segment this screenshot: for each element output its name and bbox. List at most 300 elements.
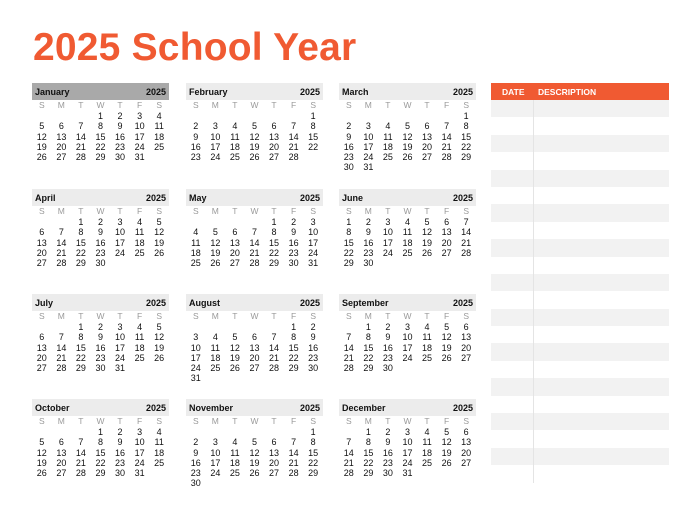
day-cell[interactable]: 21 [461,237,472,248]
note-date-cell[interactable] [491,413,534,430]
day-cell[interactable]: 30 [288,258,299,269]
day-cell[interactable]: 8 [346,227,352,238]
day-cell[interactable]: 20 [56,457,67,468]
day-cell[interactable]: 5 [39,437,45,448]
note-row[interactable] [491,170,669,187]
day-cell[interactable]: 26 [441,352,452,363]
day-cell[interactable]: 17 [402,447,413,458]
day-cell[interactable]: 21 [249,247,260,258]
day-cell[interactable]: 27 [36,363,47,374]
day-cell[interactable]: 18 [210,352,221,363]
day-cell[interactable]: 17 [402,342,413,353]
month-header[interactable] [32,294,169,311]
day-cell[interactable]: 21 [288,457,299,468]
day-cell[interactable]: 29 [363,468,374,479]
day-cell[interactable]: 5 [156,217,162,227]
day-cell[interactable]: 29 [95,152,106,163]
day-cell[interactable]: 6 [251,332,257,343]
day-cell[interactable]: 30 [382,468,393,479]
day-cell[interactable]: 30 [190,478,201,489]
day-cell[interactable]: 10 [308,227,319,238]
day-cell[interactable]: 4 [156,427,162,437]
day-cell[interactable]: 20 [56,141,67,152]
day-cell[interactable]: 29 [269,258,280,269]
note-description-cell[interactable] [534,448,669,465]
day-cell[interactable]: 13 [422,131,433,142]
day-cell[interactable]: 17 [190,352,201,363]
day-cell[interactable]: 11 [230,447,240,458]
day-cell[interactable]: 2 [117,427,123,437]
day-cell[interactable]: 18 [134,237,145,248]
day-cell[interactable]: 6 [58,437,64,448]
day-cell[interactable]: 12 [441,437,452,448]
day-cell[interactable]: 9 [385,437,391,448]
day-cell[interactable]: 27 [36,258,47,269]
day-cell[interactable]: 20 [229,247,240,258]
note-description-cell[interactable] [534,152,669,169]
day-cell[interactable]: 21 [56,247,67,258]
day-cell[interactable]: 1 [291,322,297,332]
day-cell[interactable]: 11 [154,437,164,448]
day-cell[interactable]: 15 [288,342,299,353]
day-cell[interactable]: 24 [402,352,413,363]
day-cell[interactable]: 15 [363,447,374,458]
note-row[interactable] [491,326,669,343]
day-cell[interactable]: 9 [310,332,316,343]
day-cell[interactable]: 3 [137,427,143,437]
day-cell[interactable]: 1 [78,217,84,227]
note-row[interactable] [491,100,669,117]
day-cell[interactable]: 25 [134,352,145,363]
month-header[interactable] [32,189,169,206]
day-cell[interactable]: 3 [193,332,199,343]
day-cell[interactable]: 23 [95,352,106,363]
day-cell[interactable]: 1 [365,322,371,332]
day-cell[interactable]: 23 [190,152,201,163]
day-cell[interactable]: 1 [310,427,316,437]
day-cell[interactable]: 1 [463,111,469,121]
day-cell[interactable]: 5 [156,322,162,332]
day-cell[interactable]: 29 [95,468,106,479]
day-cell[interactable]: 21 [75,141,86,152]
note-description-cell[interactable] [534,396,669,413]
day-cell[interactable]: 14 [56,237,67,248]
day-cell[interactable]: 25 [402,247,413,258]
day-cell[interactable]: 2 [193,121,199,132]
day-cell[interactable]: 16 [343,141,354,152]
note-row[interactable] [491,291,669,308]
day-cell[interactable]: 19 [229,352,240,363]
day-cell[interactable]: 19 [36,141,47,152]
day-cell[interactable]: 8 [271,227,277,238]
day-cell[interactable]: 8 [463,121,469,132]
day-cell[interactable]: 4 [385,121,391,132]
day-cell[interactable]: 3 [365,121,371,132]
day-cell[interactable]: 10 [402,437,413,448]
note-date-cell[interactable] [491,343,534,360]
day-cell[interactable]: 28 [75,468,86,479]
day-cell[interactable]: 19 [249,141,260,152]
day-cell[interactable]: 12 [249,131,260,142]
note-row[interactable] [491,257,669,274]
day-cell[interactable]: 30 [115,152,126,163]
day-cell[interactable]: 4 [232,121,238,132]
day-cell[interactable]: 12 [210,237,221,248]
day-cell[interactable]: 14 [75,131,86,142]
note-description-cell[interactable] [534,378,669,395]
month-header[interactable] [339,294,476,311]
day-cell[interactable]: 27 [461,352,472,363]
day-cell[interactable]: 15 [343,237,354,248]
day-cell[interactable]: 27 [56,152,67,163]
day-cell[interactable]: 24 [363,152,374,163]
day-cell[interactable]: 18 [190,247,201,258]
day-cell[interactable]: 7 [346,437,352,448]
day-cell[interactable]: 9 [385,332,391,343]
day-cell[interactable]: 1 [78,322,84,332]
day-cell[interactable]: 13 [441,227,452,238]
note-row[interactable] [491,430,669,447]
day-cell[interactable]: 20 [249,352,260,363]
note-date-cell[interactable] [491,187,534,204]
day-cell[interactable]: 5 [39,121,45,132]
day-cell[interactable]: 28 [288,152,299,163]
note-date-cell[interactable] [491,465,534,482]
day-cell[interactable]: 10 [210,131,221,142]
day-cell[interactable]: 11 [210,342,221,353]
day-cell[interactable]: 29 [461,152,472,163]
day-cell[interactable]: 8 [97,437,103,448]
day-cell[interactable]: 14 [288,447,299,458]
day-cell[interactable]: 16 [115,447,126,458]
day-cell[interactable]: 6 [232,227,238,238]
day-cell[interactable]: 18 [134,342,145,353]
day-cell[interactable]: 20 [36,352,47,363]
day-cell[interactable]: 25 [382,152,393,163]
day-cell[interactable]: 17 [134,131,145,142]
day-cell[interactable]: 23 [382,352,393,363]
day-cell[interactable]: 10 [115,332,126,343]
day-cell[interactable]: 21 [56,352,67,363]
day-cell[interactable]: 31 [190,373,201,384]
note-description-cell[interactable] [534,100,669,117]
note-row[interactable] [491,222,669,239]
day-cell[interactable]: 13 [36,342,47,353]
day-cell[interactable]: 9 [346,131,352,142]
day-cell[interactable]: 6 [424,121,430,132]
day-cell[interactable]: 8 [365,332,371,343]
day-cell[interactable]: 28 [343,363,354,374]
day-cell[interactable]: 6 [444,217,450,227]
day-cell[interactable]: 1 [97,111,103,121]
note-row[interactable] [491,187,669,204]
day-cell[interactable]: 16 [288,237,299,248]
day-cell[interactable]: 25 [229,152,240,163]
day-cell[interactable]: 14 [343,447,354,458]
day-cell[interactable]: 2 [365,217,371,227]
note-row[interactable] [491,239,669,256]
day-cell[interactable]: 19 [210,247,221,258]
day-cell[interactable]: 6 [463,322,469,332]
note-description-cell[interactable] [534,239,669,256]
day-cell[interactable]: 18 [382,141,393,152]
day-cell[interactable]: 26 [154,247,165,258]
day-cell[interactable]: 13 [229,237,240,248]
month-header[interactable] [32,399,169,416]
day-cell[interactable]: 7 [58,332,64,343]
day-cell[interactable]: 14 [75,447,86,458]
note-row[interactable] [491,448,669,465]
day-cell[interactable]: 23 [343,152,354,163]
day-cell[interactable]: 22 [363,457,374,468]
note-description-cell[interactable] [534,465,669,482]
day-cell[interactable]: 5 [444,322,450,332]
note-date-cell[interactable] [491,170,534,187]
note-row[interactable] [491,309,669,326]
day-cell[interactable]: 28 [56,363,67,374]
day-cell[interactable]: 17 [210,457,221,468]
day-cell[interactable]: 26 [249,152,260,163]
day-cell[interactable]: 28 [441,152,452,163]
day-cell[interactable]: 24 [210,468,221,479]
day-cell[interactable]: 11 [134,227,145,238]
day-cell[interactable]: 7 [78,121,84,132]
day-cell[interactable]: 12 [422,227,433,238]
day-cell[interactable]: 12 [36,447,47,458]
day-cell[interactable]: 30 [343,162,354,173]
day-cell[interactable]: 28 [288,468,299,479]
day-cell[interactable]: 19 [154,237,165,248]
month-header[interactable] [186,189,323,206]
day-cell[interactable]: 12 [36,131,47,142]
day-cell[interactable]: 27 [422,152,433,163]
day-cell[interactable]: 5 [444,427,450,437]
note-description-cell[interactable] [534,117,669,134]
day-cell[interactable]: 22 [308,141,319,152]
day-cell[interactable]: 14 [249,237,260,248]
day-cell[interactable]: 7 [463,217,469,227]
day-cell[interactable]: 24 [308,247,319,258]
note-date-cell[interactable] [491,239,534,256]
day-cell[interactable]: 13 [269,447,280,458]
day-cell[interactable]: 27 [461,457,472,468]
day-cell[interactable]: 10 [134,121,145,132]
day-cell[interactable]: 3 [212,437,218,448]
day-cell[interactable]: 18 [422,342,433,353]
day-cell[interactable]: 23 [288,247,299,258]
day-cell[interactable]: 7 [78,437,84,448]
day-cell[interactable]: 26 [36,152,47,163]
day-cell[interactable]: 15 [308,447,319,458]
note-row[interactable] [491,204,669,221]
day-cell[interactable]: 25 [210,363,221,374]
day-cell[interactable]: 31 [134,152,145,163]
day-cell[interactable]: 23 [363,247,374,258]
note-date-cell[interactable] [491,204,534,221]
day-cell[interactable]: 16 [190,141,201,152]
day-cell[interactable]: 10 [190,342,201,353]
day-cell[interactable]: 14 [288,131,299,142]
day-cell[interactable]: 28 [56,258,67,269]
day-cell[interactable]: 21 [343,352,354,363]
day-cell[interactable]: 27 [269,152,280,163]
note-date-cell[interactable] [491,135,534,152]
note-date-cell[interactable] [491,378,534,395]
note-row[interactable] [491,343,669,360]
day-cell[interactable]: 7 [271,332,277,343]
day-cell[interactable]: 3 [404,427,410,437]
day-cell[interactable]: 27 [441,247,452,258]
day-cell[interactable]: 22 [95,457,106,468]
day-cell[interactable]: 6 [271,437,277,448]
note-date-cell[interactable] [491,448,534,465]
day-cell[interactable]: 16 [190,457,201,468]
day-cell[interactable]: 7 [346,332,352,343]
day-cell[interactable]: 3 [310,217,316,227]
day-cell[interactable]: 20 [441,237,452,248]
day-cell[interactable]: 2 [385,427,391,437]
day-cell[interactable]: 20 [461,342,472,353]
day-cell[interactable]: 17 [308,237,319,248]
month-header[interactable] [339,399,476,416]
day-cell[interactable]: 28 [249,258,260,269]
note-description-cell[interactable] [534,170,669,187]
day-cell[interactable]: 19 [36,457,47,468]
day-cell[interactable]: 11 [134,332,145,343]
note-date-cell[interactable] [491,152,534,169]
day-cell[interactable]: 30 [363,258,374,269]
day-cell[interactable]: 24 [115,247,126,258]
day-cell[interactable]: 9 [365,227,371,238]
day-cell[interactable]: 10 [134,437,145,448]
day-cell[interactable]: 24 [402,457,413,468]
day-cell[interactable]: 8 [291,332,297,343]
day-cell[interactable]: 15 [95,447,106,458]
day-cell[interactable]: 9 [97,332,103,343]
day-cell[interactable]: 4 [232,437,238,448]
note-date-cell[interactable] [491,291,534,308]
day-cell[interactable]: 21 [288,141,299,152]
day-cell[interactable]: 23 [115,457,126,468]
day-cell[interactable]: 15 [75,342,86,353]
day-cell[interactable]: 31 [134,468,145,479]
day-cell[interactable]: 31 [308,258,319,269]
day-cell[interactable]: 12 [441,332,452,343]
day-cell[interactable]: 5 [404,121,410,132]
day-cell[interactable]: 19 [441,342,452,353]
day-cell[interactable]: 6 [58,121,64,132]
day-cell[interactable]: 12 [229,342,240,353]
day-cell[interactable]: 23 [95,247,106,258]
day-cell[interactable]: 23 [115,141,126,152]
note-description-cell[interactable] [534,222,669,239]
day-cell[interactable]: 7 [58,227,64,238]
day-cell[interactable]: 26 [422,247,433,258]
note-date-cell[interactable] [491,222,534,239]
day-cell[interactable]: 14 [441,131,452,142]
day-cell[interactable]: 22 [363,352,374,363]
day-cell[interactable]: 26 [154,352,165,363]
day-cell[interactable]: 2 [310,322,316,332]
day-cell[interactable]: 8 [310,437,316,448]
note-description-cell[interactable] [534,430,669,447]
day-cell[interactable]: 30 [115,468,126,479]
day-cell[interactable]: 20 [269,141,280,152]
day-cell[interactable]: 9 [117,121,123,132]
day-cell[interactable]: 16 [363,237,374,248]
day-cell[interactable]: 6 [39,227,45,238]
note-date-cell[interactable] [491,274,534,291]
day-cell[interactable]: 16 [95,237,106,248]
day-cell[interactable]: 17 [210,141,221,152]
day-cell[interactable]: 27 [56,468,67,479]
day-cell[interactable]: 17 [134,447,145,458]
day-cell[interactable]: 24 [134,141,145,152]
day-cell[interactable]: 11 [191,237,201,248]
day-cell[interactable]: 10 [115,227,126,238]
month-header[interactable] [186,83,323,100]
day-cell[interactable]: 21 [441,141,452,152]
month-header[interactable] [32,83,169,100]
day-cell[interactable]: 25 [154,457,165,468]
day-cell[interactable]: 15 [308,131,319,142]
note-date-cell[interactable] [491,117,534,134]
note-row[interactable] [491,135,669,152]
day-cell[interactable]: 29 [343,258,354,269]
day-cell[interactable]: 31 [363,162,374,173]
day-cell[interactable]: 2 [193,437,199,448]
day-cell[interactable]: 24 [382,247,393,258]
day-cell[interactable]: 8 [310,121,316,132]
note-date-cell[interactable] [491,309,534,326]
day-cell[interactable]: 12 [249,447,260,458]
note-date-cell[interactable] [491,257,534,274]
note-date-cell[interactable] [491,396,534,413]
day-cell[interactable]: 20 [461,447,472,458]
day-cell[interactable]: 14 [269,342,280,353]
note-date-cell[interactable] [491,361,534,378]
day-cell[interactable]: 9 [193,447,199,458]
day-cell[interactable]: 2 [117,111,123,121]
day-cell[interactable]: 26 [210,258,221,269]
day-cell[interactable]: 15 [269,237,280,248]
day-cell[interactable]: 10 [210,447,221,458]
day-cell[interactable]: 9 [117,437,123,448]
day-cell[interactable]: 29 [75,258,86,269]
day-cell[interactable]: 14 [56,342,67,353]
day-cell[interactable]: 4 [404,217,410,227]
day-cell[interactable]: 19 [422,237,433,248]
day-cell[interactable]: 17 [382,237,393,248]
month-header[interactable] [186,294,323,311]
day-cell[interactable]: 30 [95,258,106,269]
day-cell[interactable]: 8 [97,121,103,132]
day-cell[interactable]: 16 [308,342,319,353]
day-cell[interactable]: 22 [269,247,280,258]
day-cell[interactable]: 22 [95,141,106,152]
day-cell[interactable]: 5 [251,121,257,132]
day-cell[interactable]: 17 [115,237,126,248]
month-header[interactable] [339,83,476,100]
day-cell[interactable]: 19 [154,342,165,353]
day-cell[interactable]: 19 [441,447,452,458]
day-cell[interactable]: 25 [134,247,145,258]
note-description-cell[interactable] [534,135,669,152]
day-cell[interactable]: 20 [36,247,47,258]
day-cell[interactable]: 22 [75,247,86,258]
day-cell[interactable]: 12 [154,227,165,238]
note-description-cell[interactable] [534,187,669,204]
